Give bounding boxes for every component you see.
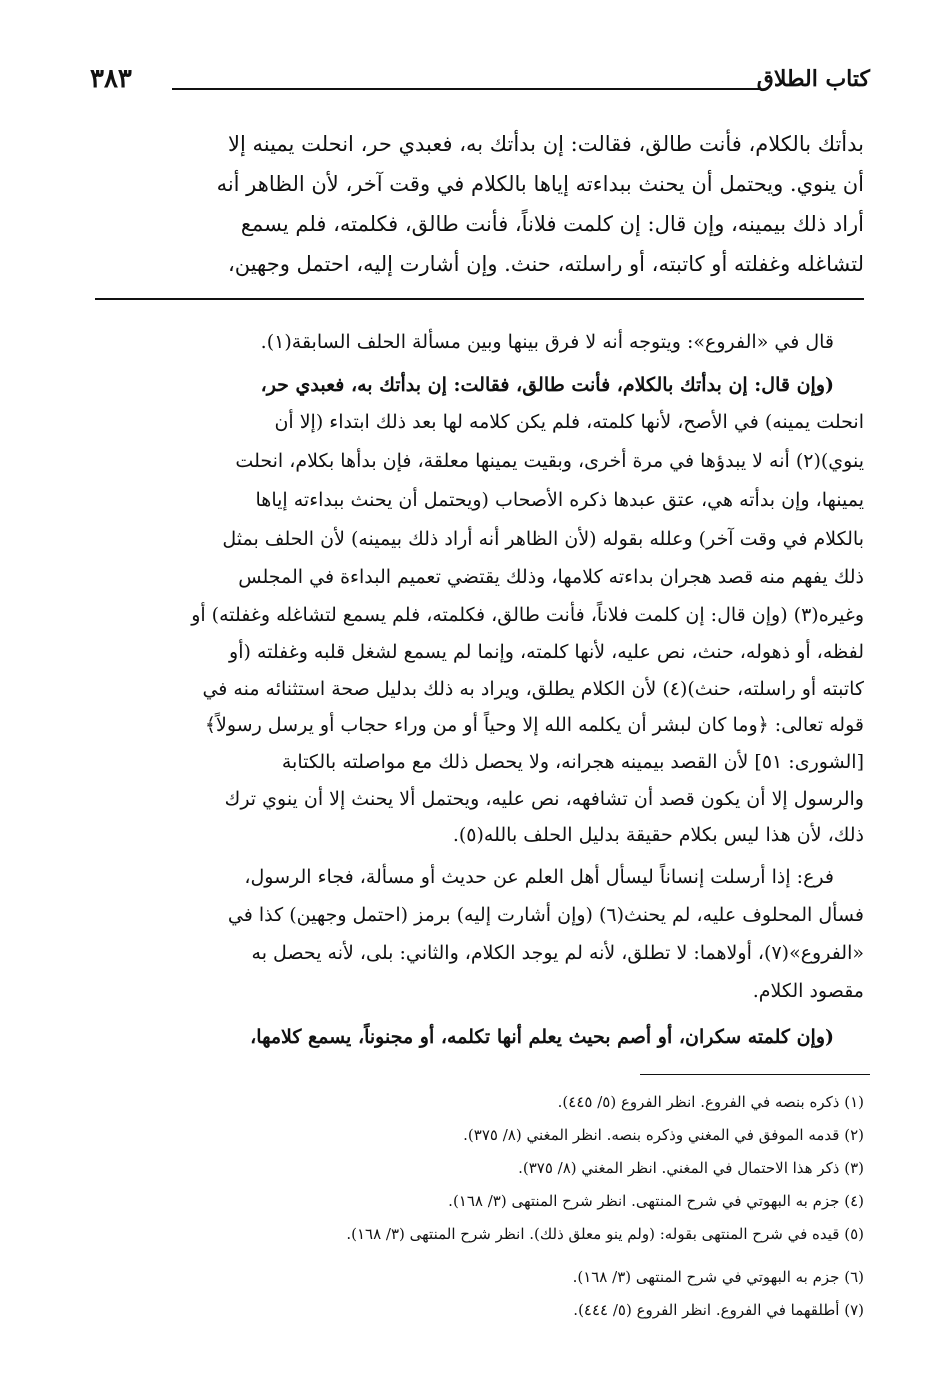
commentary-line: (وإن كلمته سكران، أو أصم بحيث يعلم أنها تكلمه، أو مجنوناً، يسمع كلامها، — [250, 1026, 834, 1048]
section-divider — [95, 298, 864, 300]
commentary-line: قال في «الفروع»: ويتوجه أنه لا فرق بينها وبين مسألة الحلف السابقة(١). — [260, 331, 834, 353]
commentary-line: وغيره(٣) (وإن قال: إن كلمت فلاناً، فأنت طالق، فكلمته، فلم يسمع لتشاغله وغفلته) أو — [191, 604, 864, 626]
main-line: لتشاغله وغفلته أو كاتبته، أو راسلته، حنث. وإن أشارت إليه، احتمل وجهين، — [227, 252, 864, 276]
commentary-line: قوله تعالى: ﴿وما كان لبشر أن يكلمه الله إلا وحياً أو من وراء حجاب أو يرسل رسولاً﴾ — [204, 714, 864, 736]
commentary-line: بالكلام في وقت آخر) وعلله بقوله (لأن الظاهر أنه أراد ذلك بيمينه) لأن الحلف بمثل — [222, 528, 864, 550]
footnote: (٥) قيده في شرح المنتهى بقوله: (ولم ينو معلق ذلك). انظر شرح المنتهى (٣/ ١٦٨). — [346, 1225, 864, 1243]
commentary-line: انحلت يمينه) في الأصح، لأنها كلمته، فلم يكن كلامه لها بعد ذلك ابتداء (إلا أن — [274, 411, 864, 433]
commentary-line: مقصود الكلام. — [752, 980, 864, 1002]
footnote: (١) ذكره بنصه في الفروع. انظر الفروع (٥/ ٤٤٥). — [557, 1093, 864, 1111]
commentary-line: لفظه، أو ذهوله، حنث، نص عليه، لأنها كلمته، وإنما لم يسمع لشغل قلبه وغفلته (أو — [229, 641, 864, 663]
main-line: أراد ذلك بيمينه، وإن قال: إن كلمت فلاناً، فأنت طالق، فكلمته، فلم يسمع — [240, 212, 864, 236]
commentary-line: ذلك يفهم منه قصد هجران بداءته كلامها، وذلك يقتضي تعميم البداءة في المجلس — [238, 566, 864, 588]
commentary-line: (وإن قال: إن بدأتك بالكلام، فأنت طالق، فقالت: إن بدأتك به، فعبدي حر، — [260, 374, 834, 396]
main-line: بدأتك بالكلام، فأنت طالق، فقالت: إن بدأتك به، فعبدي حر، انحلت يمينه إلا — [228, 132, 864, 156]
commentary-line: كاتبته أو راسلته، حنث)(٤) لأن الكلام يطلق، ويراد به ذلك بدليل صحة استثنائه منه في — [202, 678, 864, 700]
header-rule — [172, 88, 760, 90]
page-header — [90, 60, 870, 100]
commentary-line: يمينها، وإن بدأته هي، عتق عبدها ذكره الأصحاب (ويحتمل أن يحنث ببداءته إياها — [255, 489, 864, 511]
chapter-title: كتاب الطلاق — [756, 66, 870, 92]
footnote-rule — [640, 1074, 870, 1075]
commentary-line: «الفروع»(٧)، أولاهما: لا تطلق، لأنه لم يوجد الكلام، والثاني: بلى، لأنه يحصل به — [251, 942, 864, 964]
commentary-line: ذلك، لأن هذا ليس بكلام حقيقة بدليل الحلف بالله(٥). — [452, 824, 864, 846]
footnote: (٧) أطلقهما في الفروع. انظر الفروع (٥/ ٤٤٤). — [573, 1301, 864, 1319]
commentary-line: فسأل المحلوف عليه، لم يحنث(٦) (وإن أشارت إليه) برمز (احتمل وجهين) كذا في — [227, 904, 864, 926]
main-line: أن ينوي. ويحتمل أن يحنث ببداءته إياها بالكلام في وقت آخر، لأن الظاهر أنه — [216, 172, 864, 196]
commentary-line: [الشورى: ٥١] لأن القصد بيمينه هجرانه، ولا يحصل ذلك مع مواصلته بالكتابة — [281, 751, 864, 773]
footnote: (٦) جزم به البهوتي في شرح المنتهى (٣/ ١٦٨). — [572, 1268, 864, 1286]
footnote: (٢) قدمه الموفق في المغني وذكره بنصه. انظر المغني (٨/ ٣٧٥). — [463, 1126, 864, 1144]
commentary-line: ينوي)(٢) أنه لا يبدؤها في مرة أخرى، وبقيت يمينها معلقة، فإن بدأها بكلام، انحلت — [235, 450, 864, 472]
commentary-line: والرسول إلا أن يكون قصد أن تشافهه، نص عليه، ويحتمل ألا يحنث إلا أن ينوي ترك — [224, 788, 864, 810]
commentary-line: فرع: إذا أرسلت إنساناً ليسأل أهل العلم عن حديث أو مسألة، فجاء الرسول، — [244, 866, 834, 888]
footnote: (٤) جزم به البهوتي في شرح المنتهى. انظر شرح المنتهى (٣/ ١٦٨). — [448, 1192, 864, 1210]
page-number: ٣٨٣ — [90, 64, 132, 94]
footnote: (٣) ذكر هذا الاحتمال في المغني. انظر المغني (٨/ ٣٧٥). — [518, 1159, 864, 1177]
